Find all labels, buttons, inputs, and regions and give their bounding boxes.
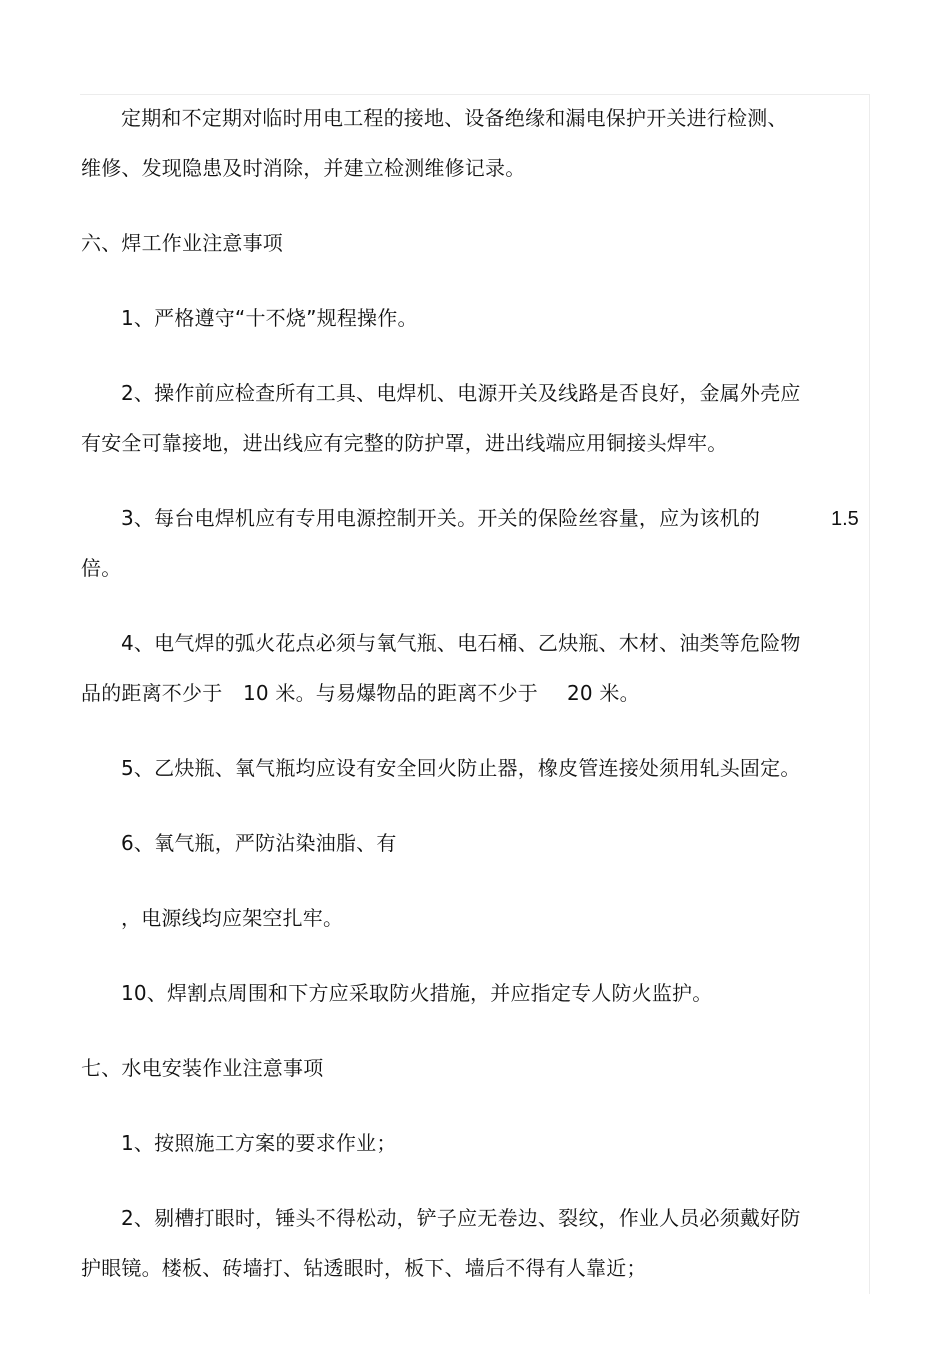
- list-item-10: 10、焊割点周围和下方应采取防火措施，并应指定专人防火监护。: [121, 981, 713, 1005]
- section-heading-6: 六、焊工作业注意事项: [81, 231, 283, 255]
- page-border-top: [80, 94, 870, 95]
- list-item-2-line2: 有安全可靠接地，进出线应有完整的防护罩，进出线端应用铜接头焊牢。: [81, 431, 728, 455]
- list-item-7-2-line2: 护眼镜。楼板、砖墙打、钻透眼时，板下、墙后不得有人靠近；: [81, 1256, 647, 1280]
- list-item-6: 6、氧气瓶，严防沾染油脂、有: [121, 831, 397, 855]
- list-item-4-line2-a: 品的距离不少于: [81, 681, 223, 705]
- list-item-4-line2-b: 10 米。与易爆物品的距离不少于: [243, 681, 539, 705]
- list-item-4-line1: 4、电气焊的弧火花点必须与氧气瓶、电石桶、乙炔瓶、木材、油类等危险物: [121, 631, 801, 655]
- paragraph-line: 定期和不定期对临时用电工程的接地、设备绝缘和漏电保护开关进行检测、: [121, 106, 788, 130]
- list-item-4-line2-c: 20 米。: [567, 681, 640, 705]
- paragraph-line: 维修、发现隐患及时消除，并建立检测维修记录。: [81, 156, 526, 180]
- page-border-right: [869, 94, 870, 1294]
- section-heading-7: 七、水电安装作业注意事项: [81, 1056, 324, 1080]
- list-item-1: 1、严格遵守“十不烧”规程操作。: [121, 306, 418, 330]
- list-item-5: 5、乙炔瓶、氧气瓶均应设有安全回火防止器，橡皮管连接处须用轧头固定。: [121, 756, 801, 780]
- list-item-2-line1: 2、操作前应检查所有工具、电焊机、电源开关及线路是否良好，金属外壳应: [121, 381, 801, 405]
- list-item-fragment: ，电源线均应架空扎牢。: [121, 906, 344, 930]
- list-item-7-1: 1、按照施工方案的要求作业；: [121, 1131, 397, 1155]
- list-item-3-line1: 3、每台电焊机应有专用电源控制开关。开关的保险丝容量，应为该机的: [121, 506, 761, 530]
- list-item-7-2-line1: 2、剔槽打眼时，锤头不得松动，铲子应无卷边、裂纹，作业人员必须戴好防: [121, 1206, 801, 1230]
- list-item-3-number: 1.5: [831, 508, 859, 530]
- list-item-3-line2: 倍。: [81, 556, 122, 580]
